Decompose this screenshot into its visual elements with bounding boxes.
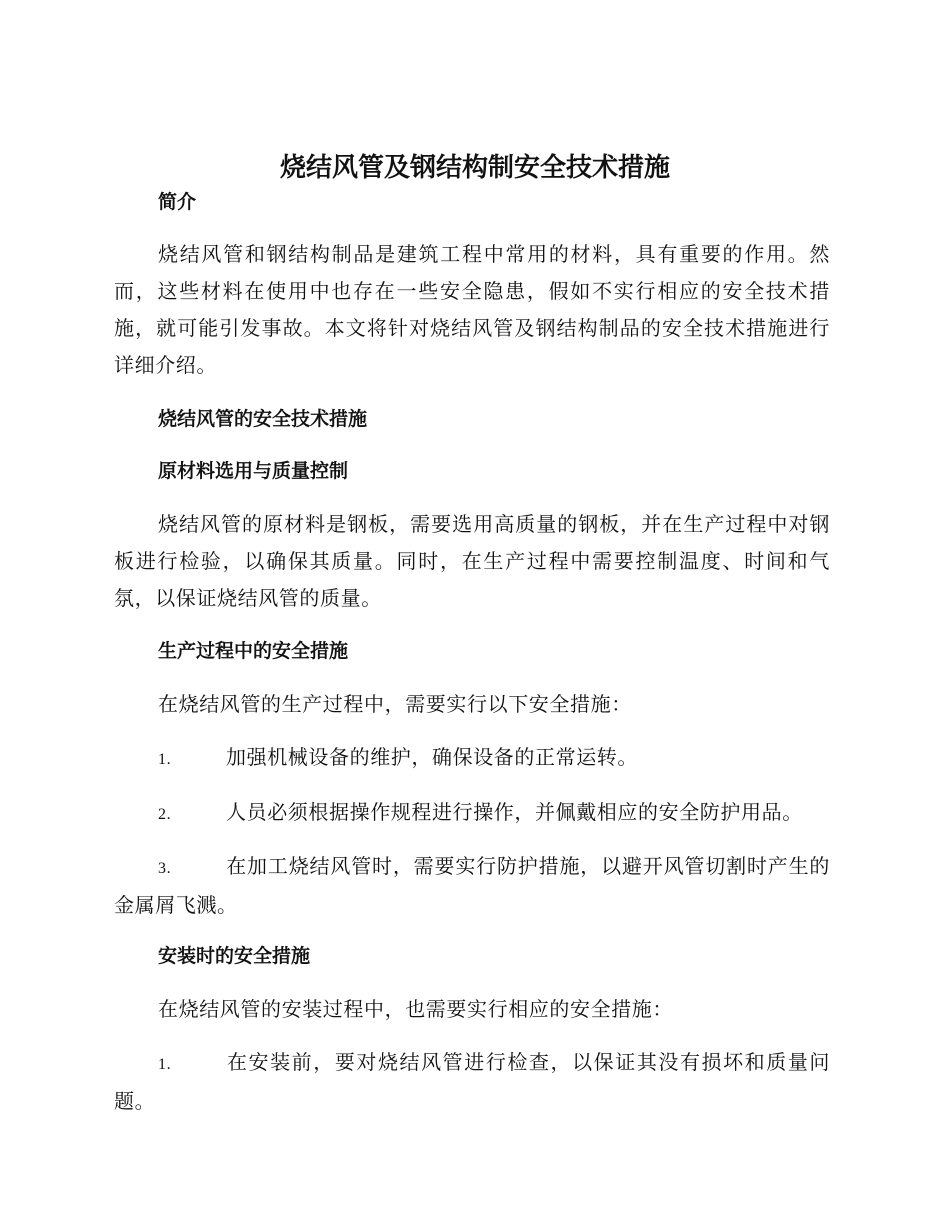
section-heading-duct-safety: 烧结风管的安全技术措施: [158, 408, 368, 430]
production-list-item: [114, 848, 830, 924]
production-list-item: [114, 739, 830, 778]
list-number: 2.: [158, 806, 172, 823]
list-item-text: 在加工烧结风管时，需要实行防护措施，以避开风管切割时产生的金属屑飞溅。: [114, 854, 830, 917]
list-number: 1.: [158, 1056, 172, 1073]
list-item-text: 加强机械设备的维护，确保设备的正常运转。: [226, 745, 638, 769]
section-heading-materials: 原材料选用与质量控制: [158, 460, 349, 482]
materials-paragraph: 烧结风管的原材料是钢板，需要选用高质量的钢板，并在生产过程中对钢板进行检验，以确保其质量。同时，在生产过程中需要控制温度、时间和气氛，以保证烧结风管的质量。: [114, 512, 830, 610]
section-heading-intro: 简介: [158, 191, 197, 213]
section-heading-installation: 安装时的安全措施: [158, 945, 311, 967]
section-heading-production: 生产过程中的安全措施: [158, 640, 349, 662]
list-item-text: 在安装前，要对烧结风管进行检查，以保证其没有损坏和质量问题。: [114, 1050, 830, 1113]
list-number: 3.: [158, 860, 172, 877]
document-title: 烧结风管及钢结构制安全技术措施: [279, 153, 670, 183]
intro-paragraph: 烧结风管和钢结构制品是建筑工程中常用的材料，具有重要的作用。然而，这些材料在使用中也存在一些安全隐患，假如不实行相应的安全技术措施，就可能引发事故。本文将针对烧结风管及钢结构制品的安全技术措施进行详细介绍。: [114, 242, 830, 377]
installation-list-item: [114, 1044, 830, 1120]
installation-intro: 在烧结风管的安装过程中，也需要实行相应的安全措施：: [158, 997, 673, 1021]
list-number: 1.: [158, 751, 172, 768]
production-list-item: [114, 794, 830, 833]
list-item-text: 人员必须根据操作规程进行操作，并佩戴相应的安全防护用品。: [226, 800, 803, 824]
production-intro: 在烧结风管的生产过程中，需要实行以下安全措施：: [158, 692, 632, 716]
